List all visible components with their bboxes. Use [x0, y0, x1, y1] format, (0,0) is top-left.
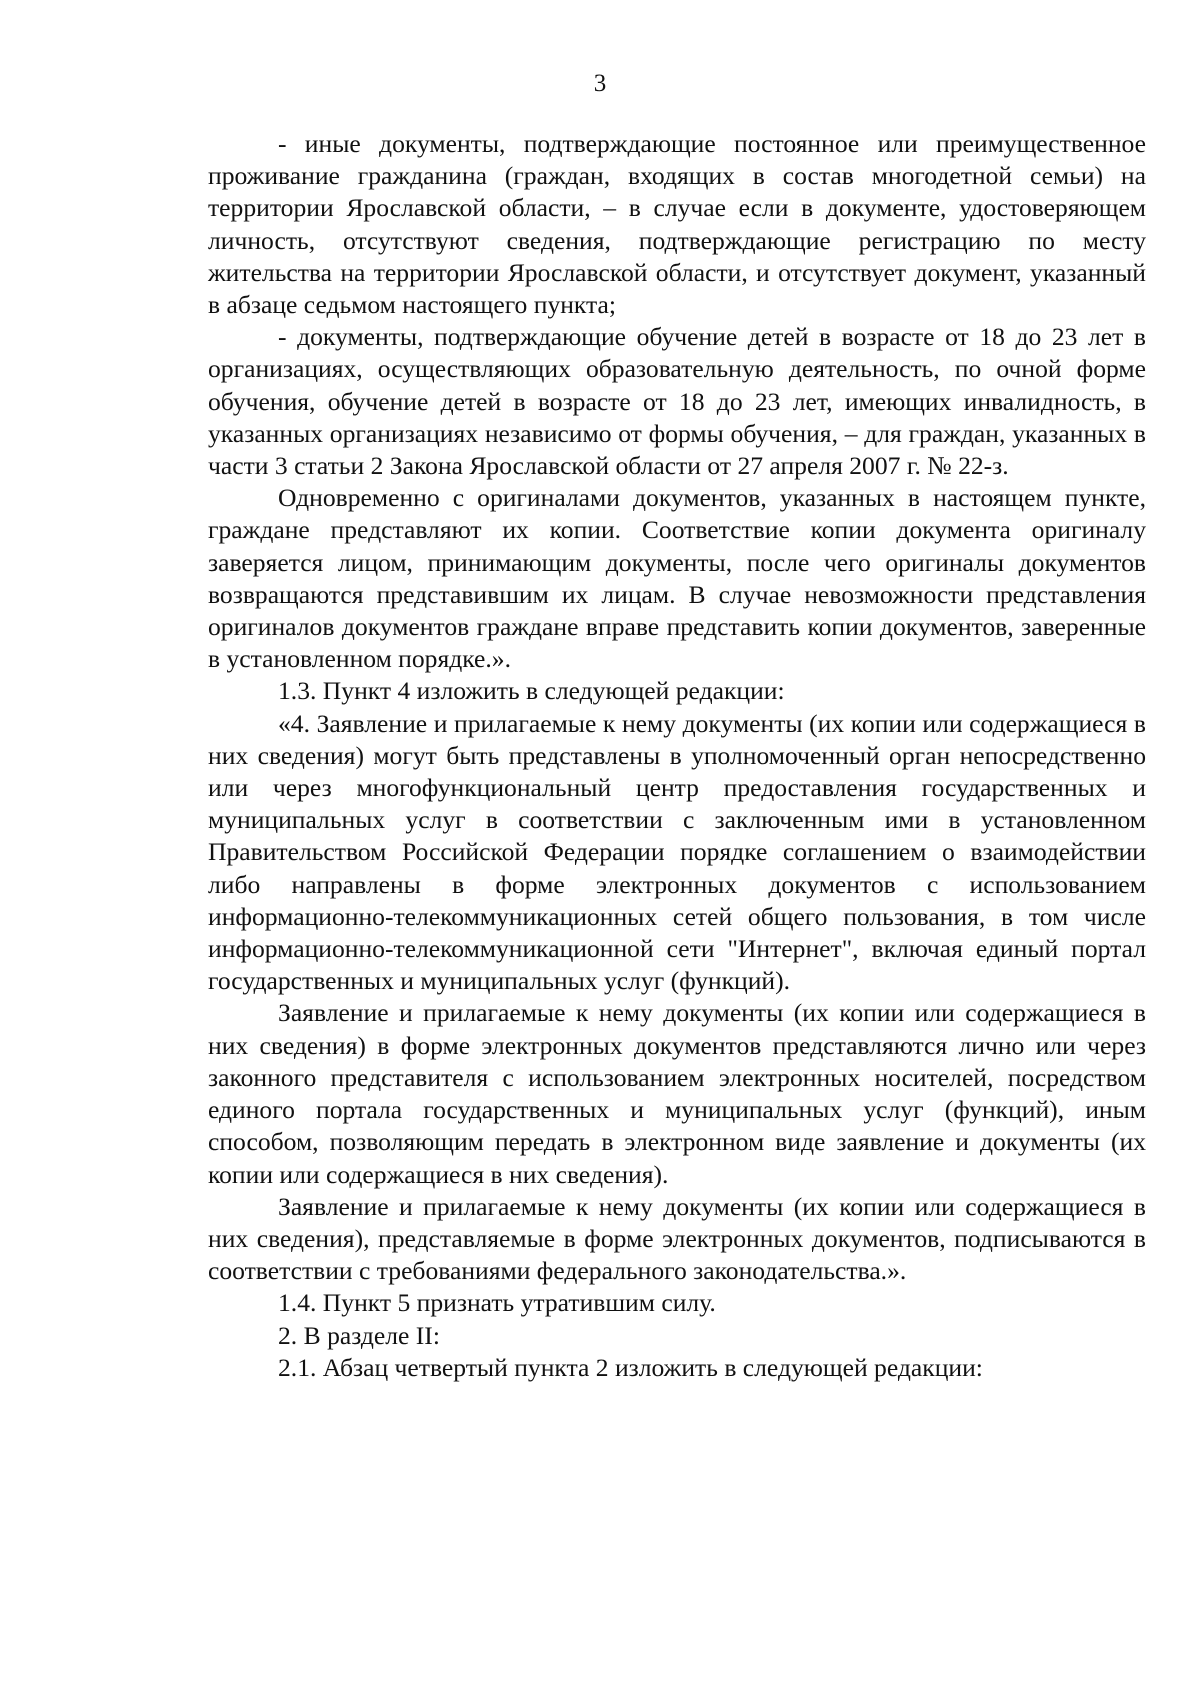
page-number: 3: [593, 70, 607, 97]
paragraph-education-documents: - документы, подтверждающие обучение детей в возрасте от 18 до 23 лет в организациях, осуществляющих образовательную деятельность, по очной форме обучения, обучение детей в возрасте от 18 до 23 лет, имеющих инвалидность, в указанных организациях независимо от формы обучения, – для граждан, указанных в части 3 статьи 2 Закона Ярославской области от 27 апреля 2007 г. № 22-з.: [208, 322, 1146, 481]
paragraph-item-2-1: 2.1. Абзац четвертый пункта 2 изложить в следующей редакции:: [278, 1352, 983, 1382]
paragraph-electronic-submission: Заявление и прилагаемые к нему документы (их копии или содержащиеся в них сведения) в форме электронных документов представляются лично или через законного представителя с использованием электронных носителей, посредством единого портала государственных и муниципальных услуг (функций), иным способом, позволяющим передать в электронном виде заявление и документы (их копии или содержащиеся в них сведения).: [208, 998, 1146, 1189]
paragraph-item-1-4: 1.4. Пункт 5 признать утратившим силу.: [278, 1288, 716, 1318]
paragraph-electronic-signature: Заявление и прилагаемые к нему документы (их копии или содержащиеся в них сведения), представляемые в форме электронных документов, подписываются в соответствии с требованиями федерального законодательства.».: [208, 1191, 1146, 1286]
document-body: [208, 128, 1146, 1384]
paragraph-other-residence-documents: - иные документы, подтверждающие постоянное или преимущественное проживание гражданина (граждан, входящих в состав многодетной семьи) на территории Ярославской области, – в случае если в документе, удостоверяющем личность, отсутствуют сведения, подтверждающие регистрацию по месту жительства на территории Ярославской области, и отсутствует документ, указанный в абзаце седьмом настоящего пункта;: [208, 129, 1146, 320]
paragraph-point-4-text: «4. Заявление и прилагаемые к нему документы (их копии или содержащиеся в них сведения) могут быть представлены в уполномоченный орган непосредственно или через многофункциональный центр предоставления государственных и муниципальных услуг в соответствии с заключенным ими в установленном Правительством Российской Федерации порядке соглашением о взаимодействии либо направлены в форме электронных документов с использованием информационно-телекоммуникационных сетей общего пользования, в том числе информационно-телекоммуникационной сети "Интернет", включая единый портал государственных и муниципальных услуг (функций).: [208, 708, 1146, 996]
paragraph-item-1-3: 1.3. Пункт 4 изложить в следующей редакции:: [278, 676, 785, 706]
paragraph-item-2: 2. В разделе II:: [278, 1320, 440, 1350]
paragraph-originals-and-copies: Одновременно с оригиналами документов, указанных в настоящем пункте, граждане представляют их копии. Соответствие копии документа оригиналу заверяется лицом, принимающим документы, после чего оригиналы документов возвращаются представившим их лицам. В случае невозможности представления оригиналов документов граждане вправе представить копии документов, заверенные в установленном порядке.».: [208, 483, 1146, 674]
